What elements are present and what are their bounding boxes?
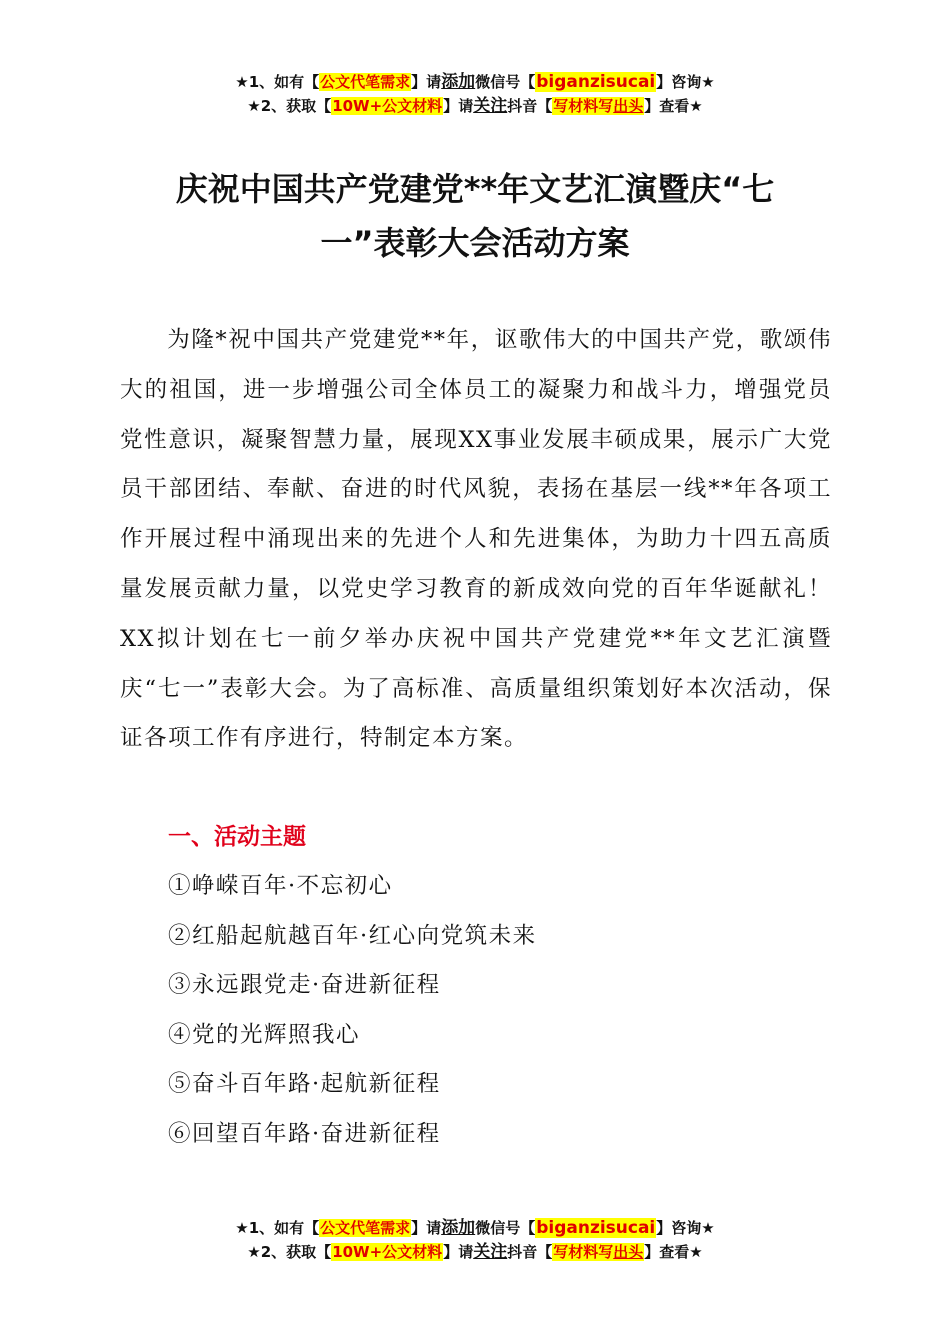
banner-line-2: ★2、获取【10W+公文材料】请关注抖音【写材料写出头】查看★ bbox=[247, 96, 703, 116]
title-line-1: 庆祝中国共产党建党**年文艺汇演暨庆“七 bbox=[175, 170, 775, 208]
list-item: ⑤奋斗百年路·起航新征程 bbox=[168, 1071, 441, 1098]
intro-paragraph: 为隆*祝中国共产党建党**年，讴歌伟大的中国共产党，歌颂伟大的祖国，进一步增强公司全体员工的凝聚力和战斗力，增强党员党性意识，凝聚智慧力量，展现XX事业发展丰硕成果，展示广大党员干部团结、奉献、奋进的时代风貌，表扬在基层一线**年各项工作开展过程中涌现出来的先进个人和先进集体，为助力十四五高质量发展贡献力量，以党史学习教育的新成效向党的百年华诞献礼！XX拟计划在七一前夕举办庆祝中国共产党建党**年文艺汇演暨庆“七一”表彰大会。为了高标准、高质量组织策划好本次活动，保证各项工作有序进行，特制定本方案。 bbox=[120, 327, 832, 752]
highlight-writing-service: 公文代笔需求 bbox=[320, 73, 411, 91]
highlight-wechat-id: biganzisucai bbox=[536, 72, 656, 92]
section-heading-theme: 一、活动主题 bbox=[168, 824, 306, 850]
highlight-materials: 10W+公文材料 bbox=[332, 97, 443, 115]
list-item: ③永远跟党走·奋进新征程 bbox=[168, 972, 441, 999]
list-item: ①峥嵘百年·不忘初心 bbox=[168, 873, 393, 899]
highlight-douyin-account: 写材料写出头 bbox=[553, 97, 644, 115]
highlight-wechat-id: biganzisucai bbox=[536, 1218, 656, 1238]
list-item: ②红船起航越百年·红心向党筑未来 bbox=[168, 922, 537, 949]
header-banner bbox=[0, 70, 950, 118]
highlight-douyin-account: 写材料写出头 bbox=[553, 1243, 644, 1261]
banner-line-1: ★1、如有【公文代笔需求】请添加微信号【biganzisucai】咨询★ bbox=[235, 72, 715, 92]
document-title bbox=[120, 162, 830, 270]
title-line-2: 一”表彰大会活动方案 bbox=[320, 224, 630, 262]
highlight-writing-service: 公文代笔需求 bbox=[320, 1219, 411, 1237]
banner-line-1: ★1、如有【公文代笔需求】请添加微信号【biganzisucai】咨询★ bbox=[235, 1218, 715, 1238]
banner-line-2: ★2、获取【10W+公文材料】请关注抖音【写材料写出头】查看★ bbox=[247, 1242, 703, 1262]
footer-banner bbox=[0, 1216, 950, 1264]
theme-list bbox=[168, 862, 537, 1160]
highlight-materials: 10W+公文材料 bbox=[332, 1243, 443, 1261]
list-item: ④党的光辉照我心 bbox=[168, 1021, 361, 1048]
list-item: ⑥回望百年路·奋进新征程 bbox=[168, 1120, 441, 1147]
